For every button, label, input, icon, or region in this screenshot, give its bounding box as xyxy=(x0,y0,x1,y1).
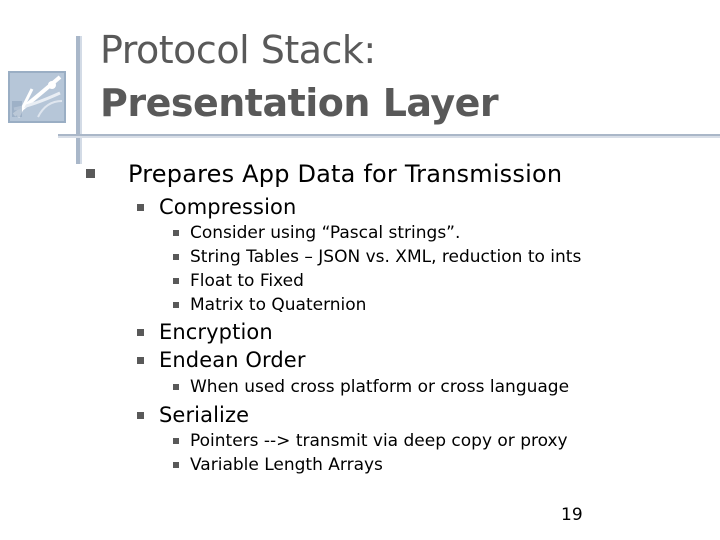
bullet-text: Consider using “Pascal strings”. xyxy=(190,223,461,243)
bullet-serialize-item xyxy=(190,431,568,451)
bullet-compression-item xyxy=(190,295,366,315)
logo-icon xyxy=(8,71,66,123)
bullet-text: Float to Fixed xyxy=(190,271,304,291)
bullet-compression-item xyxy=(190,271,304,291)
bullet-marker xyxy=(86,169,95,178)
title-line-1: Protocol Stack: xyxy=(100,28,376,72)
bullet-marker xyxy=(137,357,144,364)
bullet-serialize-item xyxy=(190,455,383,475)
bullet-encryption-text: Encryption xyxy=(159,320,273,344)
bullet-endean-order xyxy=(159,348,306,372)
bullet-marker xyxy=(173,302,179,308)
bullet-text: Variable Length Arrays xyxy=(190,455,383,475)
bullet-main-text: Prepares App Data for Transmission xyxy=(128,160,563,188)
title-line-2: Presentation Layer xyxy=(100,81,499,125)
bullet-encryption xyxy=(159,320,273,344)
vertical-rule-highlight xyxy=(80,36,82,164)
bullet-text: Matrix to Quaternion xyxy=(190,295,367,315)
bullet-text: String Tables – JSON vs. XML, reduction to ints xyxy=(190,247,582,267)
bullet-text: When used cross platform or cross language xyxy=(190,377,570,397)
bullet-serialize-text: Serialize xyxy=(159,403,250,427)
bullet-marker xyxy=(173,230,179,236)
bullet-marker xyxy=(173,278,179,284)
bullet-marker xyxy=(137,204,144,211)
bullet-marker xyxy=(137,412,144,419)
bullet-compression-item xyxy=(190,223,460,243)
title-underline-highlight xyxy=(58,136,720,138)
bullet-main xyxy=(128,160,562,188)
bullet-marker xyxy=(173,384,179,390)
bullet-marker xyxy=(173,438,179,444)
bullet-endean-item xyxy=(190,377,569,397)
bullet-compression-item xyxy=(190,247,581,267)
bullet-marker xyxy=(137,329,144,336)
page-number: 19 xyxy=(561,505,583,525)
bullet-text: Pointers --> transmit via deep copy or proxy xyxy=(190,431,568,451)
bullet-marker xyxy=(173,462,179,468)
bullet-compression xyxy=(159,195,296,219)
bullet-endean-text: Endean Order xyxy=(159,348,306,372)
bullet-marker xyxy=(173,254,179,260)
bullet-serialize xyxy=(159,403,249,427)
bullet-compression-text: Compression xyxy=(159,195,297,219)
